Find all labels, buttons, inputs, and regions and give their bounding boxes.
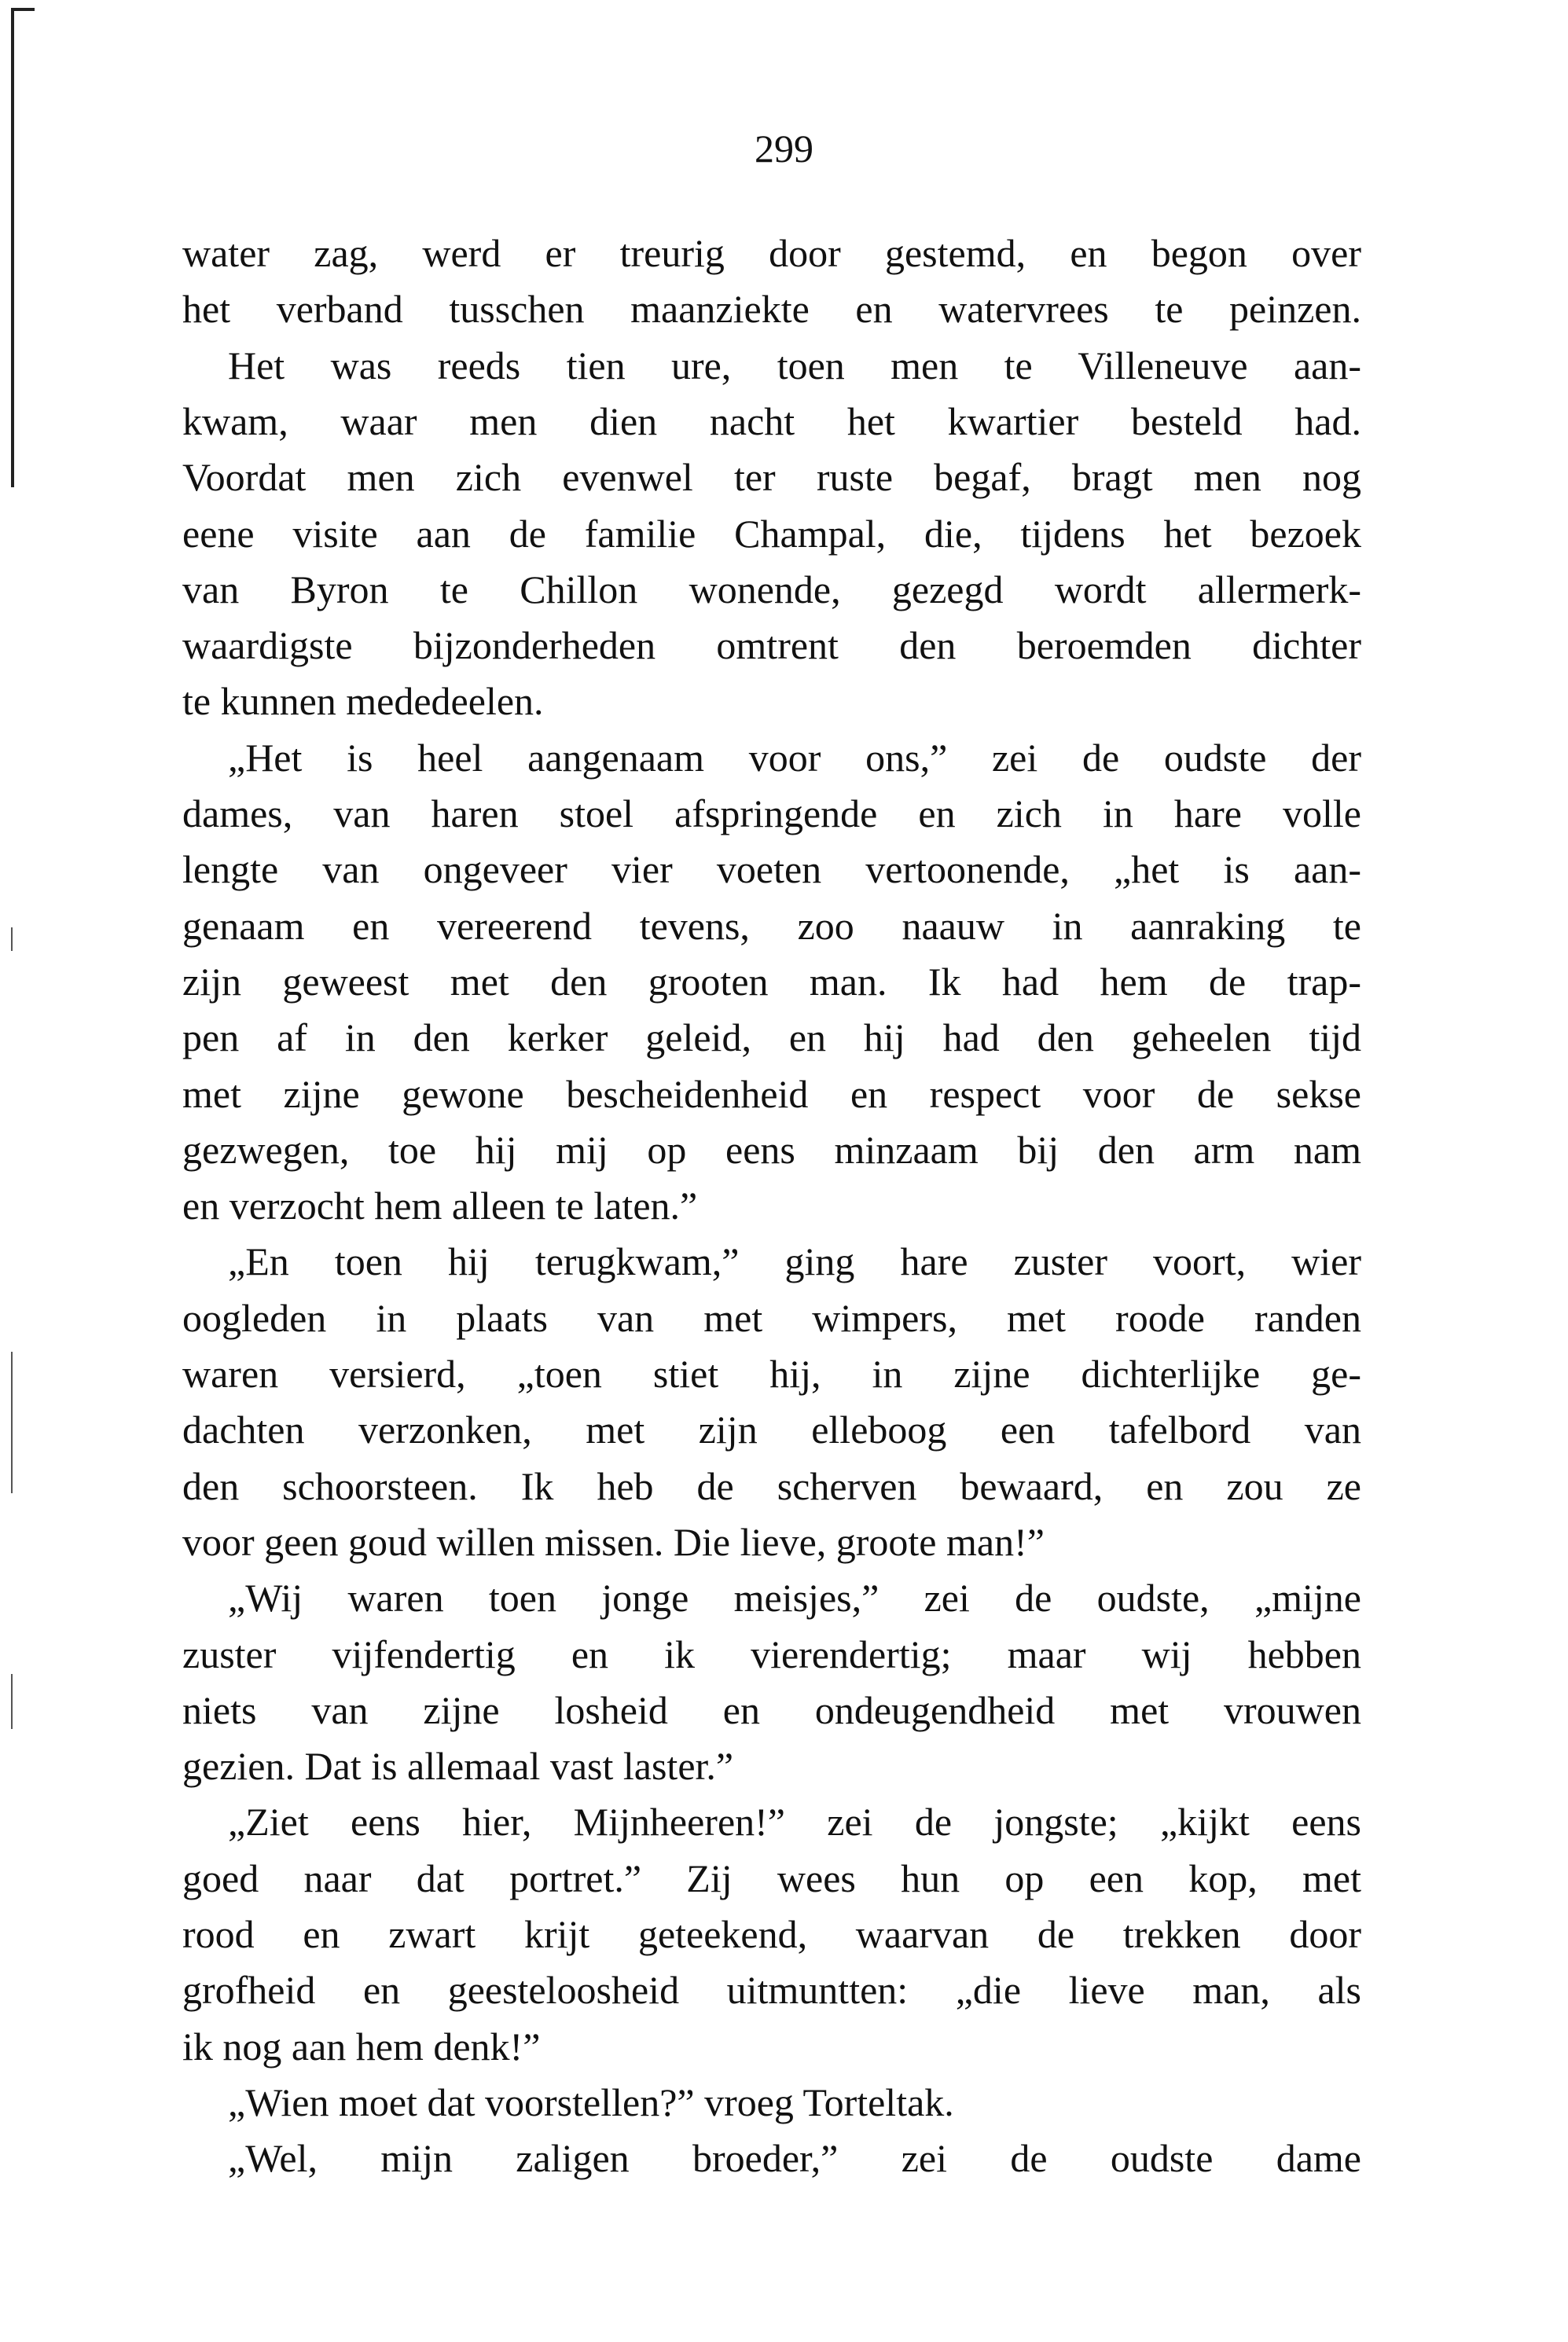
text-line: kwam, waar men dien nacht het kwartier besteld had. <box>182 398 1361 443</box>
text-line: te kunnen mededeelen. <box>182 679 544 724</box>
scan-mark <box>11 1674 13 1729</box>
text-line: grofheid en geesteloosheid uitmuntten: „die lieve man, als <box>182 1968 1361 2013</box>
text-line: voor geen goud willen missen. Die lieve, groote man!” <box>182 1519 1045 1564</box>
text-line: Voordat men zich evenwel ter ruste begaf, bragt men nog <box>182 455 1361 500</box>
text-line: oogleden in plaats van met wimpers, met roode randen <box>182 1295 1361 1340</box>
text-line: gezwegen, toe hij mij op eens minzaam bij den arm nam <box>182 1127 1361 1172</box>
text-line: pen af in den kerker geleid, en hij had den geheelen tijd <box>182 1015 1361 1060</box>
text-line: het verband tusschen maanziekte en watervrees te peinzen. <box>182 287 1361 332</box>
scan-mark <box>11 927 13 951</box>
text-line: zuster vijfendertig en ik vierendertig; maar wij hebben <box>182 1632 1361 1676</box>
text-line: genaam en vereerend tevens, zoo naauw in aanraking te <box>182 903 1361 948</box>
text-line: „Het is heel aangenaam voor ons,” zei de oudste der <box>228 735 1361 780</box>
text-line: „Wien moet dat voorstellen?” vroeg Torteltak. <box>228 2080 954 2124</box>
text-line: van Byron te Chillon wonende, gezegd wordt allermerk- <box>182 567 1361 611</box>
text-line: dachten verzonken, met zijn elleboog een tafelbord van <box>182 1408 1361 1452</box>
text-line: ik nog aan hem denk!” <box>182 2024 541 2069</box>
text-line: zijn geweest met den grooten man. Ik had hem de trap- <box>182 959 1361 1004</box>
page-edge-line <box>11 8 14 487</box>
text-line: water zag, werd er treurig door gestemd, en begon over <box>182 231 1361 275</box>
page-edge-corner <box>11 8 35 11</box>
text-line: gezien. Dat is allemaal vast laster.” <box>182 1744 734 1789</box>
text-line: eene visite aan de familie Champal, die, tijdens het bezoek <box>182 511 1361 556</box>
text-line: lengte van ongeveer vier voeten vertoonende, „het is aan- <box>182 847 1361 892</box>
text-line: „Wel, mijn zaligen broeder,” zei de oudste dame <box>228 2136 1361 2181</box>
text-line: en verzocht hem alleen te laten.” <box>182 1184 698 1228</box>
scan-mark <box>11 1352 13 1493</box>
text-line: waardigste bijzonderheden omtrent den beroemden dichter <box>182 623 1361 668</box>
text-line: Het was reeds tien ure, toen men te Villeneuve aan- <box>228 343 1361 387</box>
text-line: rood en zwart krijt geteekend, waarvan de trekken door <box>182 1912 1361 1956</box>
text-line: met zijne gewone bescheidenheid en respect voor de sekse <box>182 1071 1361 1116</box>
text-line: waren versierd, „toen stiet hij, in zijne dichterlijke ge- <box>182 1352 1361 1396</box>
text-line: „Ziet eens hier, Mijnheeren!” zei de jongste; „kijkt eens <box>228 1800 1361 1845</box>
text-line: niets van zijne losheid en ondeugendheid met vrouwen <box>182 1687 1361 1732</box>
page-number: 299 <box>755 127 813 171</box>
text-line: „En toen hij terugkwam,” ging hare zuster voort, wier <box>228 1239 1361 1284</box>
text-line: den schoorsteen. Ik heb de scherven bewaard, en zou ze <box>182 1463 1361 1508</box>
text-line: goed naar dat portret.” Zij wees hun op een kop, met <box>182 1856 1361 1900</box>
text-line: „Wij waren toen jonge meisjes,” zei de oudste, „mijne <box>228 1576 1361 1621</box>
text-line: dames, van haren stoel afspringende en zich in hare volle <box>182 791 1361 835</box>
